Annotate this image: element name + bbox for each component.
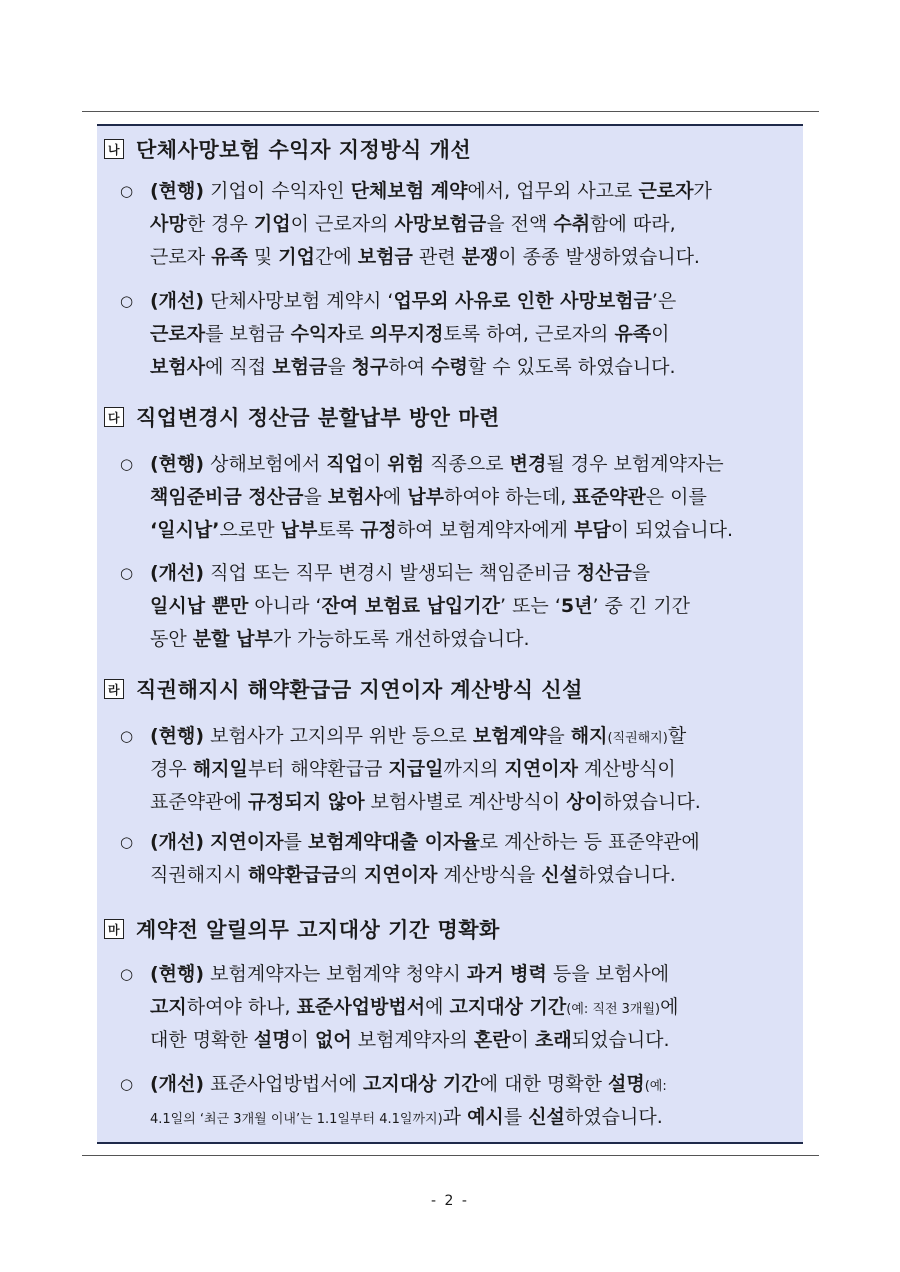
text-segment: 부터 해약환급금 (247, 758, 389, 780)
text-segment: 에 (425, 996, 450, 1018)
bold-segment: 초래 (535, 1029, 572, 1051)
bold-segment: (개선) (150, 562, 205, 584)
text-segment: 동안 (150, 628, 193, 650)
text-line (150, 720, 686, 755)
bold-segment: 고지 (150, 996, 187, 1018)
text-line (150, 623, 530, 655)
bold-segment: (현행) (150, 725, 205, 747)
text-segment: 으로만 (219, 519, 281, 541)
text-segment: 단체사망보험 계약시 ‘ (204, 290, 394, 312)
text-segment: 경우 (150, 758, 193, 780)
bullet-icon: ○ (120, 727, 134, 745)
bold-segment: 사망보험금 (394, 213, 487, 235)
text-segment: 대한 명확한 (150, 1029, 254, 1051)
text-segment: 이 (363, 453, 388, 475)
bold-segment: 해지 (570, 725, 608, 747)
text-segment: 보험계약자는 보험계약 청약시 (204, 963, 467, 985)
text-line (150, 826, 700, 858)
text-segment: 에서, 업무외 사고로 (467, 180, 639, 202)
bold-segment: 설명 (608, 1073, 645, 1095)
text-segment: 보험사가 고지의무 위반 등으로 (204, 725, 473, 747)
section-marker: 다 (104, 407, 124, 427)
text-segment: 근로자 (150, 246, 212, 268)
bold-segment: ‘일시납’ (150, 519, 220, 541)
text-segment: 로 (345, 323, 371, 345)
text-segment: 4.1일의 ‘최근 3개월 이내’는 1.1일부터 4.1일까지) (150, 1112, 443, 1127)
text-segment: 이 되었습니다. (610, 519, 733, 541)
text-segment: 등을 보험사에 (546, 963, 670, 985)
bold-segment: 설명 (253, 1029, 291, 1051)
text-segment: 직업 또는 직무 변경시 발생되는 책임준비금 (204, 562, 577, 584)
bold-segment: 납부 (280, 519, 318, 541)
text-segment: 계산방식을 (437, 864, 542, 886)
bold-segment: (현행) (150, 453, 205, 475)
bold-segment: 유족 (211, 246, 248, 268)
bold-segment: 업무외 사유로 인한 사망보험금 (393, 290, 652, 312)
bold-segment: 사망 (150, 213, 187, 235)
bullet-icon: ○ (120, 833, 134, 851)
text-segment: 상해보험에서 (204, 453, 327, 475)
section-marker: 마 (104, 919, 124, 939)
text-line (150, 991, 678, 1026)
page-number: - 2 - (431, 1193, 469, 1209)
text-line (150, 590, 690, 622)
text-segment: 을 (303, 486, 328, 508)
bold-segment: 정산금 (576, 562, 632, 584)
text-segment: 하였습니다. (602, 791, 701, 813)
bullet-icon: ○ (120, 292, 134, 310)
bold-segment: 신설 (528, 1106, 565, 1128)
bold-segment: 납부 (407, 486, 445, 508)
bold-segment: 보험계약 (472, 725, 547, 747)
text-segment: 이 종종 발생하였습니다. (498, 246, 700, 268)
bold-segment: (개선) (150, 1073, 205, 1095)
bullet-icon: ○ (120, 182, 134, 200)
bold-segment: (현행) (150, 180, 205, 202)
text-segment: 및 (247, 246, 279, 268)
text-line (150, 448, 724, 480)
bold-segment: 혼란 (473, 1029, 511, 1051)
text-line (150, 557, 650, 589)
section-title: 직업변경시 정산금 분할납부 방안 마련 (136, 406, 500, 430)
bold-segment: 수령 (431, 356, 468, 378)
text-segment: 되었습니다. (571, 1029, 670, 1051)
text-line (150, 1101, 663, 1136)
text-segment: 을 (327, 356, 352, 378)
bold-segment: 부담 (574, 519, 611, 541)
text-segment: 에 대한 명확한 (479, 1073, 608, 1095)
text-segment: ’은 (651, 290, 677, 312)
bullet-icon: ○ (120, 1075, 134, 1093)
bold-segment: 수취 (553, 213, 591, 235)
section-heading (104, 914, 500, 944)
text-line (150, 241, 700, 273)
bold-segment: 위험 (387, 453, 425, 475)
text-segment: 를 (503, 1106, 529, 1128)
text-segment: 가 (693, 180, 712, 202)
bold-segment: 과거 병력 (466, 963, 547, 985)
text-segment: 가 가능하도록 개선하였습니다. (272, 628, 530, 650)
text-segment: 에 (660, 996, 679, 1018)
text-segment: 보험계약자의 (351, 1029, 474, 1051)
bold-segment: 의무지정 (370, 323, 444, 345)
bold-segment: 단체보험 계약 (350, 180, 468, 202)
text-line (150, 175, 712, 207)
text-segment: ’ 또는 ‘ (500, 595, 561, 617)
text-segment: 이 근로자의 (290, 213, 395, 235)
bold-segment: 보험계약대출 이자율 (307, 831, 480, 853)
text-line (150, 859, 676, 891)
bold-segment: 해지일 (192, 758, 248, 780)
text-line (150, 318, 670, 350)
text-line (150, 753, 676, 785)
bold-segment: 유족 (614, 323, 652, 345)
bold-segment: 근로자 (638, 180, 694, 202)
bold-segment: 분쟁 (461, 246, 499, 268)
text-segment: 를 보험금 (205, 323, 291, 345)
bold-segment: 지연이자 (364, 864, 438, 886)
bold-segment: 해약환급금 (247, 864, 340, 886)
text-segment: (직권해지) (607, 731, 668, 746)
bold-segment: 규정되지 않아 (247, 791, 365, 813)
text-segment: 를 (283, 831, 308, 853)
text-segment: 하여 (388, 356, 432, 378)
text-segment: 이 (510, 1029, 536, 1051)
section-marker: 나 (104, 139, 124, 159)
text-segment: 될 경우 보험계약자는 (546, 453, 724, 475)
text-segment: 을 전액 (486, 213, 554, 235)
bold-segment: (현행) (150, 963, 205, 985)
text-line (150, 1024, 670, 1056)
bold-segment: 일시납 뿐만 (150, 595, 249, 617)
section-heading (104, 402, 500, 432)
bullet-icon: ○ (120, 455, 134, 473)
bold-segment: 없어 (314, 1029, 352, 1051)
bold-segment: 보험사 (327, 486, 383, 508)
text-segment: ’ 중 긴 기간 (592, 595, 691, 617)
bold-segment: 분할 납부 (192, 628, 273, 650)
text-line (150, 514, 733, 546)
text-segment: 을 (631, 562, 651, 584)
bold-segment: 신설 (541, 864, 578, 886)
text-segment: 보험사별로 계산방식이 (364, 791, 567, 813)
text-segment: 토록 하여, 근로자의 (443, 323, 615, 345)
text-segment: 하였습니다. (578, 864, 676, 886)
bold-segment: 보험금 (357, 246, 413, 268)
text-segment: 은 이를 (645, 486, 707, 508)
text-line (150, 285, 676, 317)
bold-segment: 지급일 (388, 758, 444, 780)
bold-segment: 고지대상 기간 (449, 996, 567, 1018)
text-segment: 과 (442, 1106, 468, 1128)
bullet-icon: ○ (120, 965, 134, 983)
text-segment: 이 (651, 323, 670, 345)
text-segment: 에 직접 (205, 356, 273, 378)
bold-segment: 표준약관 (572, 486, 646, 508)
text-segment: 직권해지시 (150, 864, 248, 886)
bold-segment: 책임준비금 정산금 (150, 486, 304, 508)
text-segment: 이 (290, 1029, 315, 1051)
text-segment: 직종으로 (424, 453, 510, 475)
section-heading (104, 674, 583, 704)
text-segment: (예: 직전 3개월) (566, 1002, 661, 1017)
bold-segment: 잔여 보험료 납입기간 (321, 595, 500, 617)
text-segment: 의 (339, 864, 364, 886)
bold-segment: 상이 (566, 791, 603, 813)
text-segment: 계산방식이 (577, 758, 676, 780)
section-title: 단체사망보험 수익자 지정방식 개선 (136, 138, 472, 162)
bold-segment: 지연이자 (504, 758, 578, 780)
text-segment: (예: (644, 1079, 667, 1094)
bold-segment: 규정 (360, 519, 397, 541)
text-line (150, 351, 676, 383)
section-title: 직권해지시 해약환급금 지연이자 계산방식 신설 (136, 678, 583, 702)
bold-segment: 보험사 (150, 356, 206, 378)
bold-segment: 표준사업방법서 (296, 996, 426, 1018)
text-segment: 아니라 ‘ (248, 595, 322, 617)
bullet-icon: ○ (120, 564, 134, 582)
text-segment: 할 수 있도록 하였습니다. (467, 356, 676, 378)
bold-segment: 변경 (509, 453, 547, 475)
text-line (150, 786, 701, 818)
bold-segment: 청구 (351, 356, 389, 378)
bold-segment: 기업 (253, 213, 291, 235)
top-rule (82, 111, 819, 112)
text-segment: 하여 보험계약자에게 (396, 519, 575, 541)
bold-segment: 보험금 (272, 356, 328, 378)
text-segment: 표준약관에 (150, 791, 248, 813)
text-segment: 한 경우 (186, 213, 254, 235)
bold-segment: 기업 (278, 246, 315, 268)
section-marker: 라 (104, 679, 124, 699)
text-segment: 간에 (314, 246, 358, 268)
text-segment: 관련 (412, 246, 462, 268)
text-segment: 을 (546, 725, 571, 747)
text-segment: 표준사업방법서에 (204, 1073, 363, 1095)
bold-segment: (개선) (150, 290, 205, 312)
bold-segment: 지연이자 (210, 831, 284, 853)
text-line (150, 208, 676, 240)
text-segment: 하였습니다. (564, 1106, 663, 1128)
bold-segment: (개선) (150, 831, 205, 853)
section-title: 계약전 알릴의무 고지대상 기간 명확화 (136, 918, 500, 942)
text-segment: 하여야 하나, (186, 996, 297, 1018)
text-line (150, 958, 669, 990)
bold-segment: 5년 (560, 595, 593, 617)
text-segment: 하여야 하는데, (444, 486, 573, 508)
bold-segment: 직업 (326, 453, 364, 475)
text-segment: 로 계산하는 등 표준약관에 (479, 831, 700, 853)
text-segment: 에 (382, 486, 408, 508)
bold-segment: 수익자 (290, 323, 346, 345)
text-segment: 함에 따라, (590, 213, 676, 235)
text-line (150, 1068, 667, 1103)
bold-segment: 근로자 (150, 323, 206, 345)
text-segment: 까지의 (443, 758, 505, 780)
bold-segment: 예시 (467, 1106, 504, 1128)
bold-segment: 고지대상 기간 (363, 1073, 480, 1095)
text-segment: 기업이 수익자인 (204, 180, 351, 202)
text-line (150, 481, 707, 513)
text-segment: 토록 (317, 519, 361, 541)
bottom-rule (82, 1155, 819, 1156)
text-segment: 할 (667, 725, 687, 747)
section-heading (104, 134, 471, 164)
